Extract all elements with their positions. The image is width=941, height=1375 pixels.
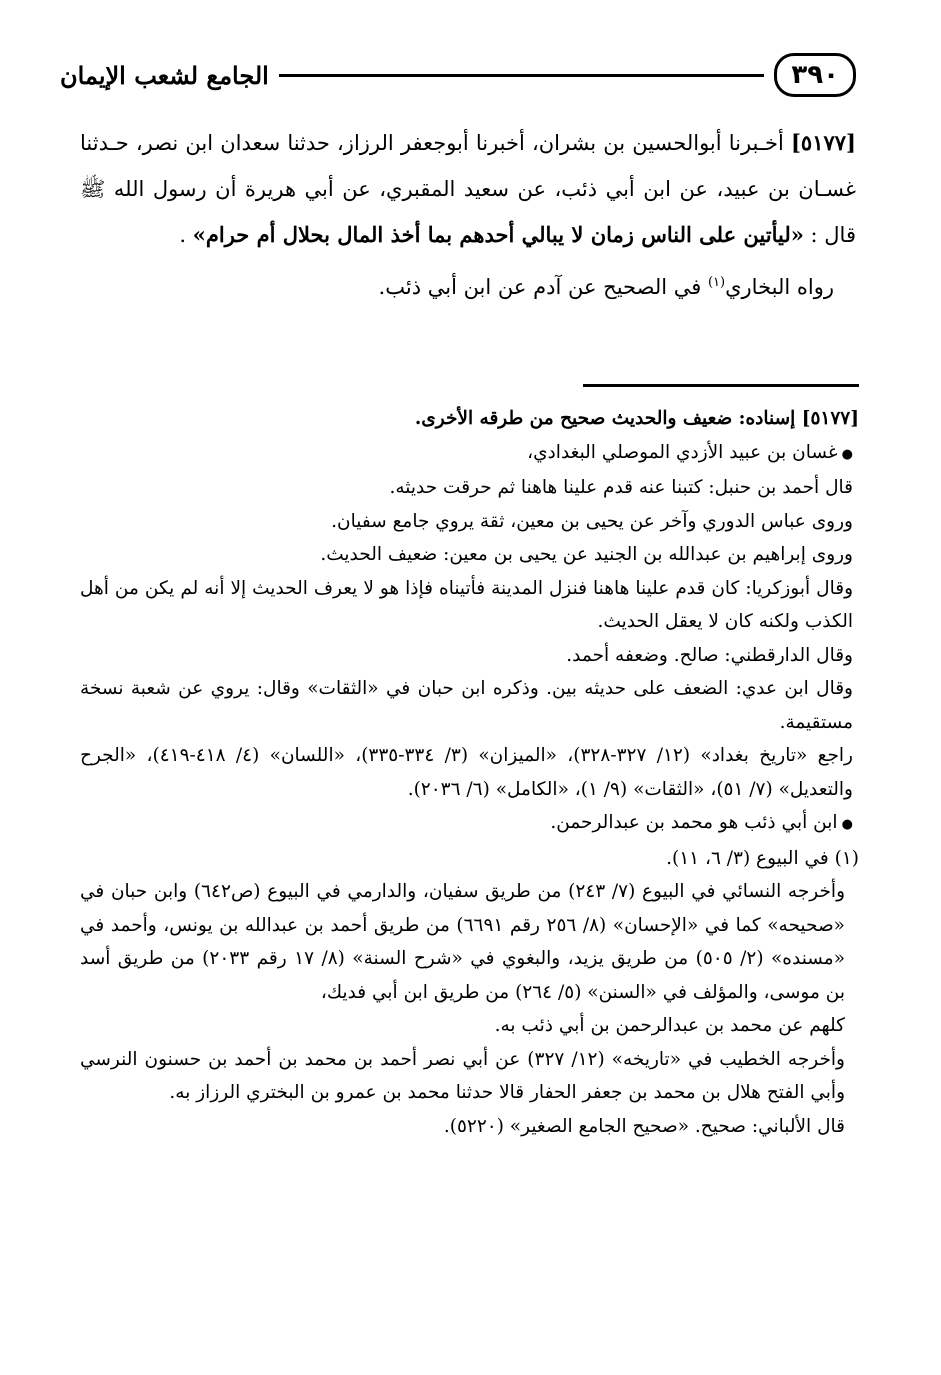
hadith-matn: «ليأتين على الناس زمان لا يبالي أحدهم بما أخذ المال بحلال أم حرام» xyxy=(192,222,804,247)
note-line: وقال أبوزكريا: كان قدم علينا هاهنا فنزل المدينة فأتيناه فإذا هو لا يعرف الحديث إلا أنه لم يكن من أهل الكذب ولكنه كان لا يعقل الحديث. xyxy=(80,577,853,632)
note-line: قال أحمد بن حنبل: كتبنا عنه قدم علينا هاهنا ثم حرقت حديثه. xyxy=(389,477,853,498)
note-narrator: ● غسان بن عبيد الأزدي الموصلي البغدادي، xyxy=(80,436,859,472)
note-heading xyxy=(80,402,859,436)
book-title: الجامع لشعب الإيمان xyxy=(60,60,269,90)
note-number: [٥١٧٧] إسناده: xyxy=(738,408,859,429)
footnote-line: وأخرجه النسائي في البيوع (٧/ ٢٤٣) من طريق سفيان، والدارمي في البيوع (ص٦٤٢) وابن حبان في «صحيحه» كما في «الإحسان» (٨/ ٢٥٦ رقم ٦٦٩١) من طريق أحمد بن عبدالله بن يونس، وأحمد في «مسنده» (٢/ ٥٠٥) من طريق يزيد، والبغوي في «شرح السنة» (٨/ ١٧ رقم ٢٠٣٣) من طريق أسد بن موسى، والمؤلف في «السنن» (٥/ ٢٦٤) من طريق ابن أبي فديك، xyxy=(80,881,846,1003)
hadith-isnad: أخـبرنا أبوالحسين بن بشران، أخبرنا أبوجعفر الرزاز، حدثنا سعدان ابن نصر، حـدثنا غسـان بن عبيد، عن ابن أبي ذئب، عن سعيد المقبري، عن أبي هريرة أن رسول الله ﷺ قال : xyxy=(80,131,856,247)
note-line: وروى عباس الدوري وآخر عن يحيى بن معين، ثقة يروي جامع سفيان. xyxy=(331,510,853,532)
footnote-line: وأخرجه الخطيب في «تاريخه» (١٢/ ٣٢٧) عن أبي نصر أحمد بن محمد بن أحمد بن حسنون النرسي وأبي الفتح هلال بن محمد بن جعفر الحفار قالا حدثنا محمد بن عمرو بن البختري الرزاز به. xyxy=(80,1048,845,1103)
footnotes xyxy=(80,402,859,1143)
ref-after: في الصحيح عن آدم عن ابن أبي ذئب. xyxy=(378,275,708,299)
note-line: راجع «تاريخ بغداد» (١٢/ ٣٢٧-٣٢٨)، «الميزان» (٣/ ٣٣٤-٣٣٥)، «اللسان» (٤/ ٤١٨-٤١٩)، «الجرح والتعديل» (٧/ ٥١)، «الثقات» (٩/ ١)، «الكامل» (٦/ ٢٠٣٦). xyxy=(80,745,853,800)
footnote-separator xyxy=(583,384,859,387)
note-line: وقال الدارقطني: صالح. وضعفه أحمد. xyxy=(566,644,853,666)
footnote-line: قال الألباني: صحيح. «صحيح الجامع الصغير» (٥٢٢٠). xyxy=(443,1115,845,1137)
ref-before: رواه البخاري xyxy=(725,275,834,299)
header-rule xyxy=(279,74,765,77)
hadith-paragraph xyxy=(80,120,856,258)
footnote-marker: (١) xyxy=(707,275,726,290)
hadith-end: . xyxy=(179,223,193,247)
page-header xyxy=(60,48,856,102)
reference-line xyxy=(80,264,856,310)
page-number: ٣٩٠ xyxy=(774,53,856,97)
hadith-number: [٥١٧٧] xyxy=(790,130,856,155)
main-text xyxy=(80,120,856,310)
footnote-1: (١) في البيوع (٣/ ٦، ١١). xyxy=(666,847,859,869)
footnote-line: كلهم عن محمد بن عبدالرحمن بن أبي ذئب به. xyxy=(494,1015,845,1036)
note-line: وقال ابن عدي: الضعف على حديثه بين. وذكره ابن حبان في «الثقات» وقال: يروي عن شعبة نسخة مستقيمة. xyxy=(80,678,853,733)
note-line: وروى إبراهيم بن عبدالله بن الجنيد عن يحيى بن معين: ضعيف الحديث. xyxy=(320,544,853,565)
note-narrator: ● ابن أبي ذئب هو محمد بن عبدالرحمن. xyxy=(80,806,859,842)
note-verdict: ضعيف والحديث صحيح من طرقه الأخرى. xyxy=(414,408,739,429)
